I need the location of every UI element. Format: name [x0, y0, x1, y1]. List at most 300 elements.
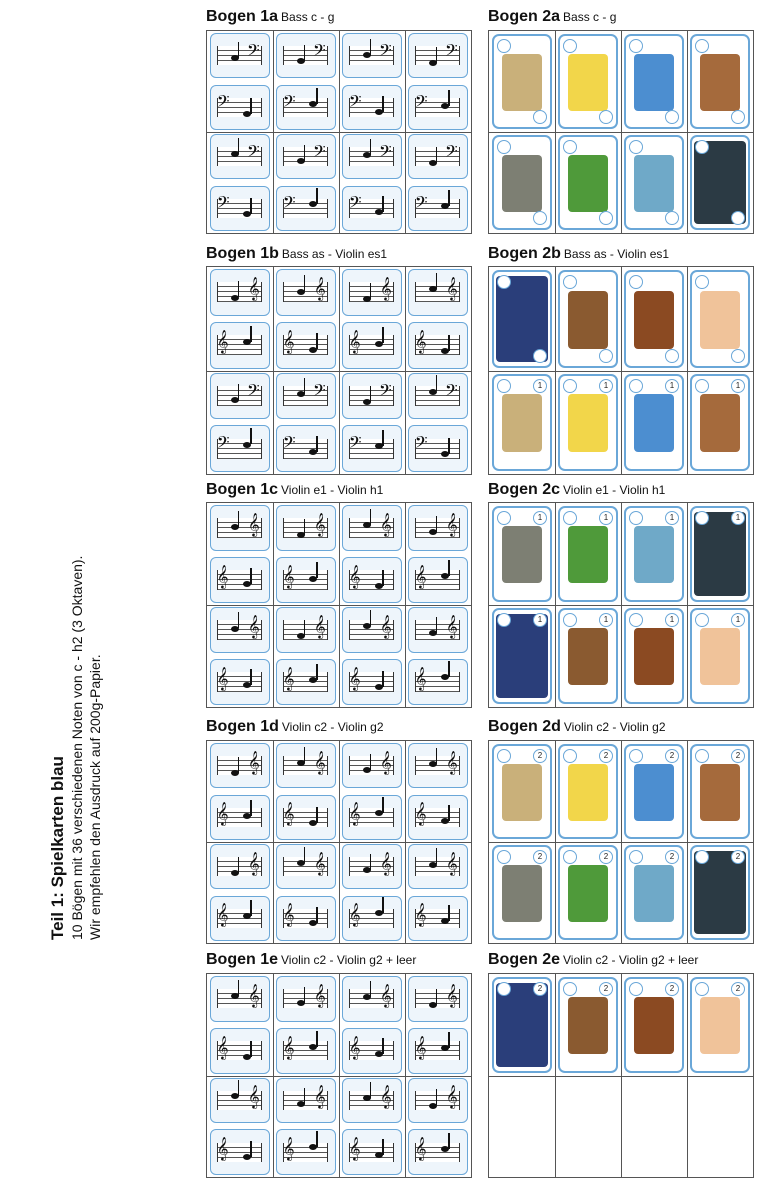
picture-card: [687, 842, 753, 943]
card-frame: [624, 845, 684, 940]
staff-panel-upper: [210, 134, 270, 179]
note-stem: [448, 1133, 450, 1149]
card-sheet-s1b: [206, 266, 472, 475]
bass-clef-icon: 𝄢: [444, 140, 458, 165]
note-stem: [448, 661, 450, 677]
note-card: [273, 132, 339, 233]
staff-panel-upper: [210, 743, 270, 788]
sheet-heading-s1c: [206, 481, 383, 501]
card-corner-symbol-icon: [629, 613, 643, 627]
staff-panel-upper: [408, 33, 468, 78]
card-corner-number: 1: [731, 511, 745, 525]
note-stem: [316, 88, 318, 104]
staff-panel-lower: [210, 795, 270, 840]
card-corner-symbol-icon: [497, 511, 511, 525]
card-corner-symbol-icon: [695, 39, 709, 53]
card-corner-symbol-icon: [695, 140, 709, 154]
empty-card-slot: [489, 1076, 555, 1178]
staff-panel-lower: [342, 896, 402, 941]
staff-panel-upper: [210, 1078, 270, 1124]
ant-icon: [568, 628, 608, 685]
card-corner-symbol-icon: [629, 39, 643, 53]
card-frame: [690, 608, 750, 704]
card-corner-symbol-icon: [695, 982, 709, 996]
card-corner-symbol-icon: [563, 850, 577, 864]
staff-panel-upper: [276, 844, 336, 889]
treble-clef-icon: 𝄞: [348, 666, 361, 690]
picture-card: [555, 267, 621, 371]
note-card: [207, 974, 273, 1076]
note-card: [339, 503, 405, 605]
treble-clef-icon: 𝄞: [445, 749, 458, 774]
staff-panel-lower: [342, 659, 402, 705]
card-corner-number: [533, 211, 547, 225]
note-card: [273, 31, 339, 132]
note-stem: [448, 560, 450, 576]
picture-card: [555, 132, 621, 233]
card-sheet-s2e: [488, 973, 754, 1178]
card-corner-symbol-icon: [497, 613, 511, 627]
note-card: [339, 974, 405, 1076]
card-corner-symbol-icon: [629, 982, 643, 996]
note-card: [405, 1076, 471, 1178]
treble-clef-icon: 𝄞: [414, 1136, 427, 1161]
staff-panel-lower: [210, 896, 270, 941]
bass-clef-icon: 𝄢: [312, 379, 326, 404]
note-stem: [304, 378, 306, 394]
treble-clef-icon: 𝄞: [216, 902, 229, 927]
hand-icon: [700, 997, 740, 1054]
picture-card: [687, 267, 753, 371]
picture-card: [489, 842, 555, 943]
card-corner-symbol-icon: [695, 613, 709, 627]
card-corner-symbol-icon: [629, 140, 643, 154]
card-corner-number: 2: [533, 749, 547, 763]
bass-clef-icon: 𝄢: [312, 39, 326, 64]
note-stem: [448, 805, 450, 821]
staff-panel-lower: [342, 425, 402, 472]
eskimo-icon: [700, 54, 740, 110]
treble-clef-icon: 𝄞: [216, 1034, 229, 1059]
picture-card: [687, 371, 753, 475]
picture-card: [555, 503, 621, 605]
picture-card: [489, 31, 555, 132]
bass-clef-icon: 𝄢: [348, 192, 362, 217]
treble-clef-icon: 𝄞: [414, 666, 427, 690]
treble-clef-icon: 𝄞: [247, 982, 260, 1007]
note-stem: [316, 333, 318, 349]
note-stem: [436, 617, 438, 633]
note-stem: [436, 516, 438, 532]
card-frame: [690, 270, 750, 368]
bass-clef-icon: 𝄢: [246, 379, 260, 404]
card-corner-symbol-icon: [563, 511, 577, 525]
card-corner-number: 2: [599, 850, 613, 864]
card-corner-symbol-icon: [563, 140, 577, 154]
treble-clef-icon: 𝄞: [313, 982, 326, 1007]
note-stem: [370, 854, 372, 870]
bass-clef-icon: 𝄢: [246, 140, 260, 165]
staff-panel-upper: [210, 33, 270, 78]
note-stem: [436, 989, 438, 1005]
note-stem: [370, 139, 372, 155]
sheet-title: Bogen 2d: [488, 718, 561, 735]
staff-panel-lower: [342, 557, 402, 603]
note-stem: [316, 436, 318, 452]
staff-panel-lower: [408, 425, 468, 472]
note-stem: [436, 375, 438, 391]
treble-clef-icon: 𝄞: [247, 276, 260, 301]
picture-card: [621, 31, 687, 132]
note-card: [207, 842, 273, 943]
picture-card: [621, 842, 687, 943]
bass-clef-icon: 𝄢: [378, 39, 392, 64]
note-stem: [436, 273, 438, 289]
note-stem: [238, 138, 240, 154]
staff-panel-upper: [210, 844, 270, 889]
card-corner-number: [665, 211, 679, 225]
note-stem: [382, 96, 384, 112]
note-card: [273, 503, 339, 605]
frog-icon: [568, 865, 608, 921]
note-stem: [238, 857, 240, 873]
note-card: [405, 371, 471, 475]
staff-panel-upper: [276, 269, 336, 316]
note-stem: [382, 570, 384, 586]
card-sheet-s2d: [488, 740, 754, 944]
staff-panel-lower: [276, 795, 336, 840]
card-corner-symbol-icon: [629, 749, 643, 763]
bass-clef-icon: 𝄢: [414, 432, 428, 457]
card-corner-number: 1: [599, 613, 613, 627]
staff-panel-lower: [342, 186, 402, 231]
card-corner-symbol-icon: [695, 850, 709, 864]
staff-panel-upper: [342, 1078, 402, 1124]
sheet-range: Bass c - g: [563, 10, 617, 24]
staff-panel-lower: [276, 322, 336, 369]
staff-panel-upper: [342, 269, 402, 316]
card-corner-symbol-icon: [497, 379, 511, 393]
note-stem: [436, 748, 438, 764]
card-frame: [558, 374, 618, 472]
dolphin-icon: [634, 54, 674, 110]
card-corner-number: 1: [533, 379, 547, 393]
sheet-heading-s1e: [206, 951, 416, 971]
zebra-icon: [502, 764, 542, 820]
bass-clef-icon: 𝄢: [216, 91, 230, 116]
treble-clef-icon: 𝄞: [379, 511, 392, 536]
side-caption: [0, 0, 150, 1198]
note-card: [405, 31, 471, 132]
staff-panel-upper: [408, 844, 468, 889]
note-card: [273, 371, 339, 475]
empty-card-slot: [621, 1076, 687, 1178]
lemon-icon: [568, 394, 608, 452]
sheet-heading-s1b: [206, 245, 387, 265]
card-corner-number: [599, 349, 613, 363]
dolphin-icon: [634, 394, 674, 452]
picture-card: [489, 974, 555, 1076]
card-frame: [690, 135, 750, 230]
card-frame: [558, 270, 618, 368]
sheet-range: Violin c2 - Violin g2: [563, 720, 666, 734]
staff-panel-upper: [210, 373, 270, 420]
card-frame: [558, 845, 618, 940]
card-corner-number: 2: [731, 982, 745, 996]
card-corner-number: 1: [731, 379, 745, 393]
note-stem: [238, 511, 240, 527]
card-frame: [690, 374, 750, 472]
card-corner-number: 1: [533, 613, 547, 627]
staff-panel-lower: [342, 322, 402, 369]
sheet-range: Bass as - Violin es1: [563, 247, 670, 261]
bass-clef-icon: 𝄢: [444, 379, 458, 404]
treble-clef-icon: 𝄞: [348, 1034, 361, 1059]
staff-panel-lower: [342, 85, 402, 130]
staff-panel-upper: [276, 1078, 336, 1124]
note-stem: [250, 1041, 252, 1057]
picture-card: [687, 974, 753, 1076]
treble-clef-icon: 𝄞: [414, 328, 427, 353]
eskimo-icon: [700, 394, 740, 452]
note-stem: [304, 519, 306, 535]
note-card: [207, 267, 273, 371]
note-stem: [238, 384, 240, 400]
staff-panel-lower: [276, 1129, 336, 1175]
note-stem: [448, 190, 450, 206]
card-corner-symbol-icon: [497, 749, 511, 763]
part-title: Teil 1: Spielkarten blau: [48, 756, 67, 940]
picture-card: [555, 371, 621, 475]
note-card: [405, 605, 471, 707]
treble-clef-icon: 𝄞: [414, 902, 427, 927]
note-stem: [316, 1031, 318, 1047]
staff-panel-upper: [408, 976, 468, 1022]
card-frame: [492, 608, 552, 704]
card-corner-number: 1: [599, 511, 613, 525]
treble-clef-icon: 𝄞: [379, 1084, 392, 1109]
note-stem: [382, 196, 384, 212]
staff-panel-upper: [342, 607, 402, 653]
treble-clef-icon: 𝄞: [348, 564, 361, 588]
boat-icon: [634, 155, 674, 211]
staff-panel-lower: [408, 85, 468, 130]
staff-panel-lower: [408, 1129, 468, 1175]
picture-card: [555, 741, 621, 842]
card-corner-symbol-icon: [695, 379, 709, 393]
staff-panel-lower: [408, 896, 468, 941]
broom-icon: [634, 291, 674, 349]
staff-panel-upper: [408, 373, 468, 420]
sheet-heading-s2d: [488, 718, 666, 738]
note-stem: [316, 907, 318, 923]
sheet-title: Bogen 1b: [206, 245, 279, 262]
empty-card-slot: [687, 1076, 753, 1178]
note-stem: [370, 283, 372, 299]
treble-clef-icon: 𝄞: [348, 1136, 361, 1161]
card-frame: [558, 506, 618, 602]
note-stem: [448, 335, 450, 351]
treble-clef-icon: 𝄞: [216, 666, 229, 690]
card-frame: [624, 506, 684, 602]
note-stem: [238, 1080, 240, 1096]
picture-card: [621, 741, 687, 842]
part-description: 10 Bögen mit 36 verschiedenen Noten von c - h2 (3 Oktaven).: [69, 555, 85, 940]
lemon-icon: [568, 54, 608, 110]
note-card: [207, 31, 273, 132]
card-corner-symbol-icon: [695, 749, 709, 763]
sheet-title: Bogen 1e: [206, 951, 279, 968]
note-card: [207, 132, 273, 233]
card-frame: [558, 34, 618, 129]
picture-card: [489, 132, 555, 233]
card-frame: [558, 977, 618, 1073]
note-stem: [370, 610, 372, 626]
sheet-range: Bass c - g: [281, 10, 335, 24]
picture-card: [621, 132, 687, 233]
picture-card: [621, 503, 687, 605]
staff-panel-lower: [210, 425, 270, 472]
card-frame: [492, 374, 552, 472]
note-card: [339, 605, 405, 707]
note-stem: [238, 612, 240, 628]
bass-clef-icon: 𝄢: [348, 91, 362, 116]
note-card: [273, 605, 339, 707]
treble-clef-icon: 𝄞: [348, 328, 361, 353]
staff-panel-upper: [408, 743, 468, 788]
staff-panel-upper: [342, 976, 402, 1022]
treble-clef-icon: 𝄞: [379, 276, 392, 301]
print-recommendation: Wir empfehlen den Ausdruck auf 200g-Papier.: [87, 654, 103, 940]
note-card: [405, 974, 471, 1076]
lemon-icon: [568, 764, 608, 820]
card-corner-number: 2: [731, 850, 745, 864]
treble-clef-icon: 𝄞: [247, 511, 260, 536]
card-corner-number: 2: [533, 850, 547, 864]
note-stem: [304, 987, 306, 1003]
card-frame: [492, 135, 552, 230]
note-stem: [316, 188, 318, 204]
treble-clef-icon: 𝄞: [313, 276, 326, 301]
card-frame: [558, 608, 618, 704]
note-card: [273, 974, 339, 1076]
picture-card: [489, 371, 555, 475]
zebra-icon: [502, 394, 542, 452]
card-frame: [690, 34, 750, 129]
treble-clef-icon: 𝄞: [379, 613, 392, 638]
card-sheet-s2b: [488, 266, 754, 475]
bass-clef-icon: 𝄢: [282, 432, 296, 457]
staff-panel-lower: [342, 795, 402, 840]
sheet-title: Bogen 2b: [488, 245, 561, 262]
staff-panel-lower: [210, 1129, 270, 1175]
staff-panel-upper: [408, 505, 468, 551]
card-corner-number: 1: [533, 511, 547, 525]
card-frame: [492, 34, 552, 129]
note-stem: [382, 1139, 384, 1155]
picture-card: [555, 842, 621, 943]
note-card: [339, 842, 405, 943]
sheet-title: Bogen 1c: [206, 481, 279, 498]
note-stem: [370, 386, 372, 402]
note-stem: [250, 326, 252, 342]
card-frame: [492, 845, 552, 940]
note-stem: [250, 669, 252, 685]
card-frame: [558, 135, 618, 230]
treble-clef-icon: 𝄞: [445, 613, 458, 638]
card-sheet-s2a: [488, 30, 754, 234]
card-corner-symbol-icon: [497, 850, 511, 864]
card-corner-number: 1: [665, 511, 679, 525]
card-frame: [624, 374, 684, 472]
staff-panel-upper: [210, 269, 270, 316]
bass-clef-icon: 𝄢: [348, 432, 362, 457]
note-stem: [250, 800, 252, 816]
broom-icon: [634, 997, 674, 1054]
staff-panel-lower: [276, 659, 336, 705]
sheet-heading-s2e: [488, 951, 698, 971]
note-stem: [382, 327, 384, 343]
treble-clef-icon: 𝄞: [445, 276, 458, 301]
card-corner-symbol-icon: [563, 982, 577, 996]
staff-panel-upper: [342, 743, 402, 788]
card-corner-symbol-icon: [695, 511, 709, 525]
elephant-icon: [502, 155, 542, 211]
card-corner-number: 1: [665, 613, 679, 627]
note-stem: [382, 430, 384, 446]
staff-panel-upper: [210, 976, 270, 1022]
treble-clef-icon: 𝄞: [445, 982, 458, 1007]
sheet-heading-s2b: [488, 245, 669, 265]
staff-panel-upper: [408, 607, 468, 653]
treble-clef-icon: 𝄞: [348, 801, 361, 826]
treble-clef-icon: 𝄞: [247, 613, 260, 638]
staff-panel-lower: [276, 425, 336, 472]
card-corner-number: [731, 349, 745, 363]
card-frame: [492, 506, 552, 602]
bass-clef-icon: 𝄢: [216, 192, 230, 217]
ant-icon: [568, 291, 608, 349]
card-corner-symbol-icon: [563, 275, 577, 289]
treble-clef-icon: 𝄞: [379, 982, 392, 1007]
note-stem: [250, 98, 252, 114]
note-stem: [448, 90, 450, 106]
note-stem: [238, 281, 240, 297]
picture-card: [687, 503, 753, 605]
picture-card: [489, 267, 555, 371]
note-stem: [250, 1141, 252, 1157]
note-stem: [370, 754, 372, 770]
card-frame: [624, 34, 684, 129]
note-stem: [382, 797, 384, 813]
elephant-icon: [502, 865, 542, 921]
note-card: [207, 1076, 273, 1178]
card-frame: [558, 744, 618, 839]
hand-icon: [700, 291, 740, 349]
bass-clef-icon: 𝄢: [216, 432, 230, 457]
note-stem: [370, 981, 372, 997]
staff-panel-upper: [276, 33, 336, 78]
treble-clef-icon: 𝄞: [247, 1084, 260, 1109]
card-sheet-s1e: [206, 973, 472, 1178]
card-corner-number: 2: [731, 749, 745, 763]
note-stem: [370, 509, 372, 525]
staff-panel-lower: [342, 1028, 402, 1074]
note-stem: [304, 620, 306, 636]
note-stem: [382, 897, 384, 913]
staff-panel-lower: [276, 1028, 336, 1074]
card-frame: [492, 977, 552, 1073]
